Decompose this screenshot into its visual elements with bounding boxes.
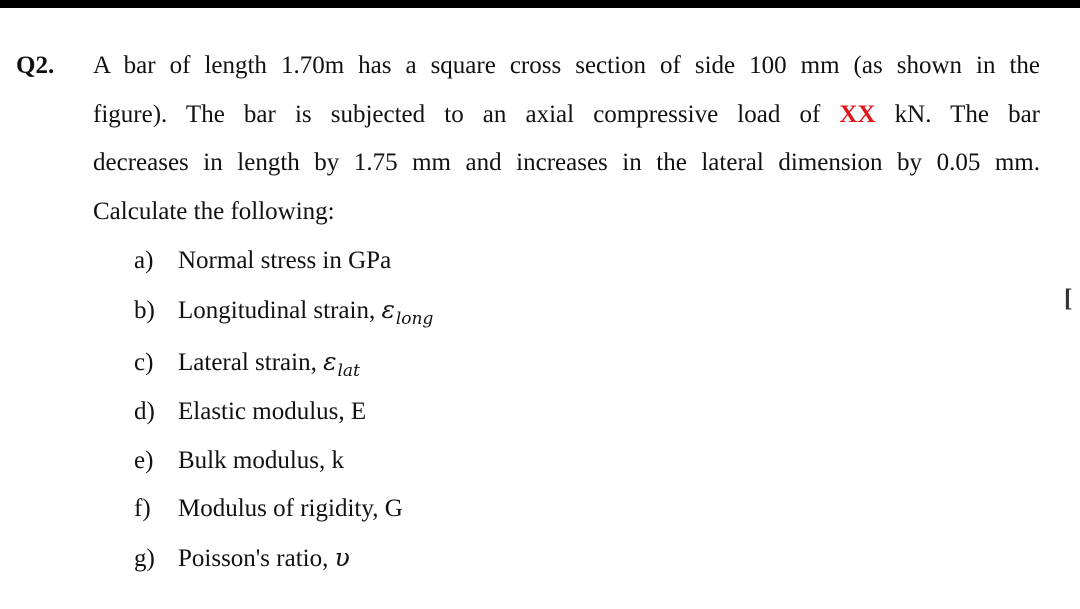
list-item-text: Lateral strain, bbox=[178, 349, 317, 376]
list-item-f bbox=[134, 493, 403, 525]
subscript-lat: lat bbox=[337, 361, 360, 381]
upsilon-symbol: υ bbox=[334, 543, 350, 572]
list-item-a bbox=[134, 245, 391, 277]
list-item-letter: f) bbox=[134, 495, 151, 522]
question-line-3: decreases in length by 1.75 mm and increases in the lateral dimension by 0.05 mm. bbox=[93, 149, 1040, 176]
list-item-letter: b) bbox=[134, 297, 155, 324]
question-line-2-end: kN. The bar bbox=[894, 101, 1041, 128]
list-item-letter: e) bbox=[134, 447, 154, 474]
question-line-1: A bar of length 1.70m has a square cross section of side 100 mm (as shown in the bbox=[93, 52, 1040, 79]
epsilon-symbol: ε bbox=[381, 295, 395, 324]
list-item-text: Elastic modulus, E bbox=[178, 398, 367, 425]
cut-off-bracket: [ bbox=[1064, 285, 1073, 312]
list-item-g bbox=[134, 542, 350, 575]
list-item-text: Normal stress in GPa bbox=[178, 247, 392, 274]
load-placeholder-xx: XX bbox=[839, 101, 876, 128]
subscript-long: long bbox=[395, 309, 434, 329]
list-item-letter: g) bbox=[134, 545, 155, 572]
list-item-text: Poisson's ratio, bbox=[178, 545, 329, 572]
list-item-text: Modulus of rigidity, G bbox=[178, 495, 403, 522]
list-item-e bbox=[134, 445, 344, 477]
list-item-c bbox=[134, 346, 360, 381]
list-item-letter: c) bbox=[134, 349, 154, 376]
list-item-letter: d) bbox=[134, 398, 155, 425]
epsilon-symbol: ε bbox=[323, 347, 337, 376]
list-item-b bbox=[134, 294, 433, 329]
question-line-4: Calculate the following: bbox=[93, 198, 335, 225]
question-number: Q2. bbox=[16, 52, 55, 79]
list-item-letter: a) bbox=[134, 247, 154, 274]
question-line-2 bbox=[93, 99, 1040, 131]
question-line-2-start: figure). The bar is subjected to an axial compressive load of bbox=[93, 101, 821, 128]
list-item-d bbox=[134, 396, 366, 428]
list-item-text: Longitudinal strain, bbox=[178, 297, 376, 324]
list-item-text: Bulk modulus, k bbox=[178, 447, 344, 474]
top-border-bar bbox=[0, 0, 1080, 8]
